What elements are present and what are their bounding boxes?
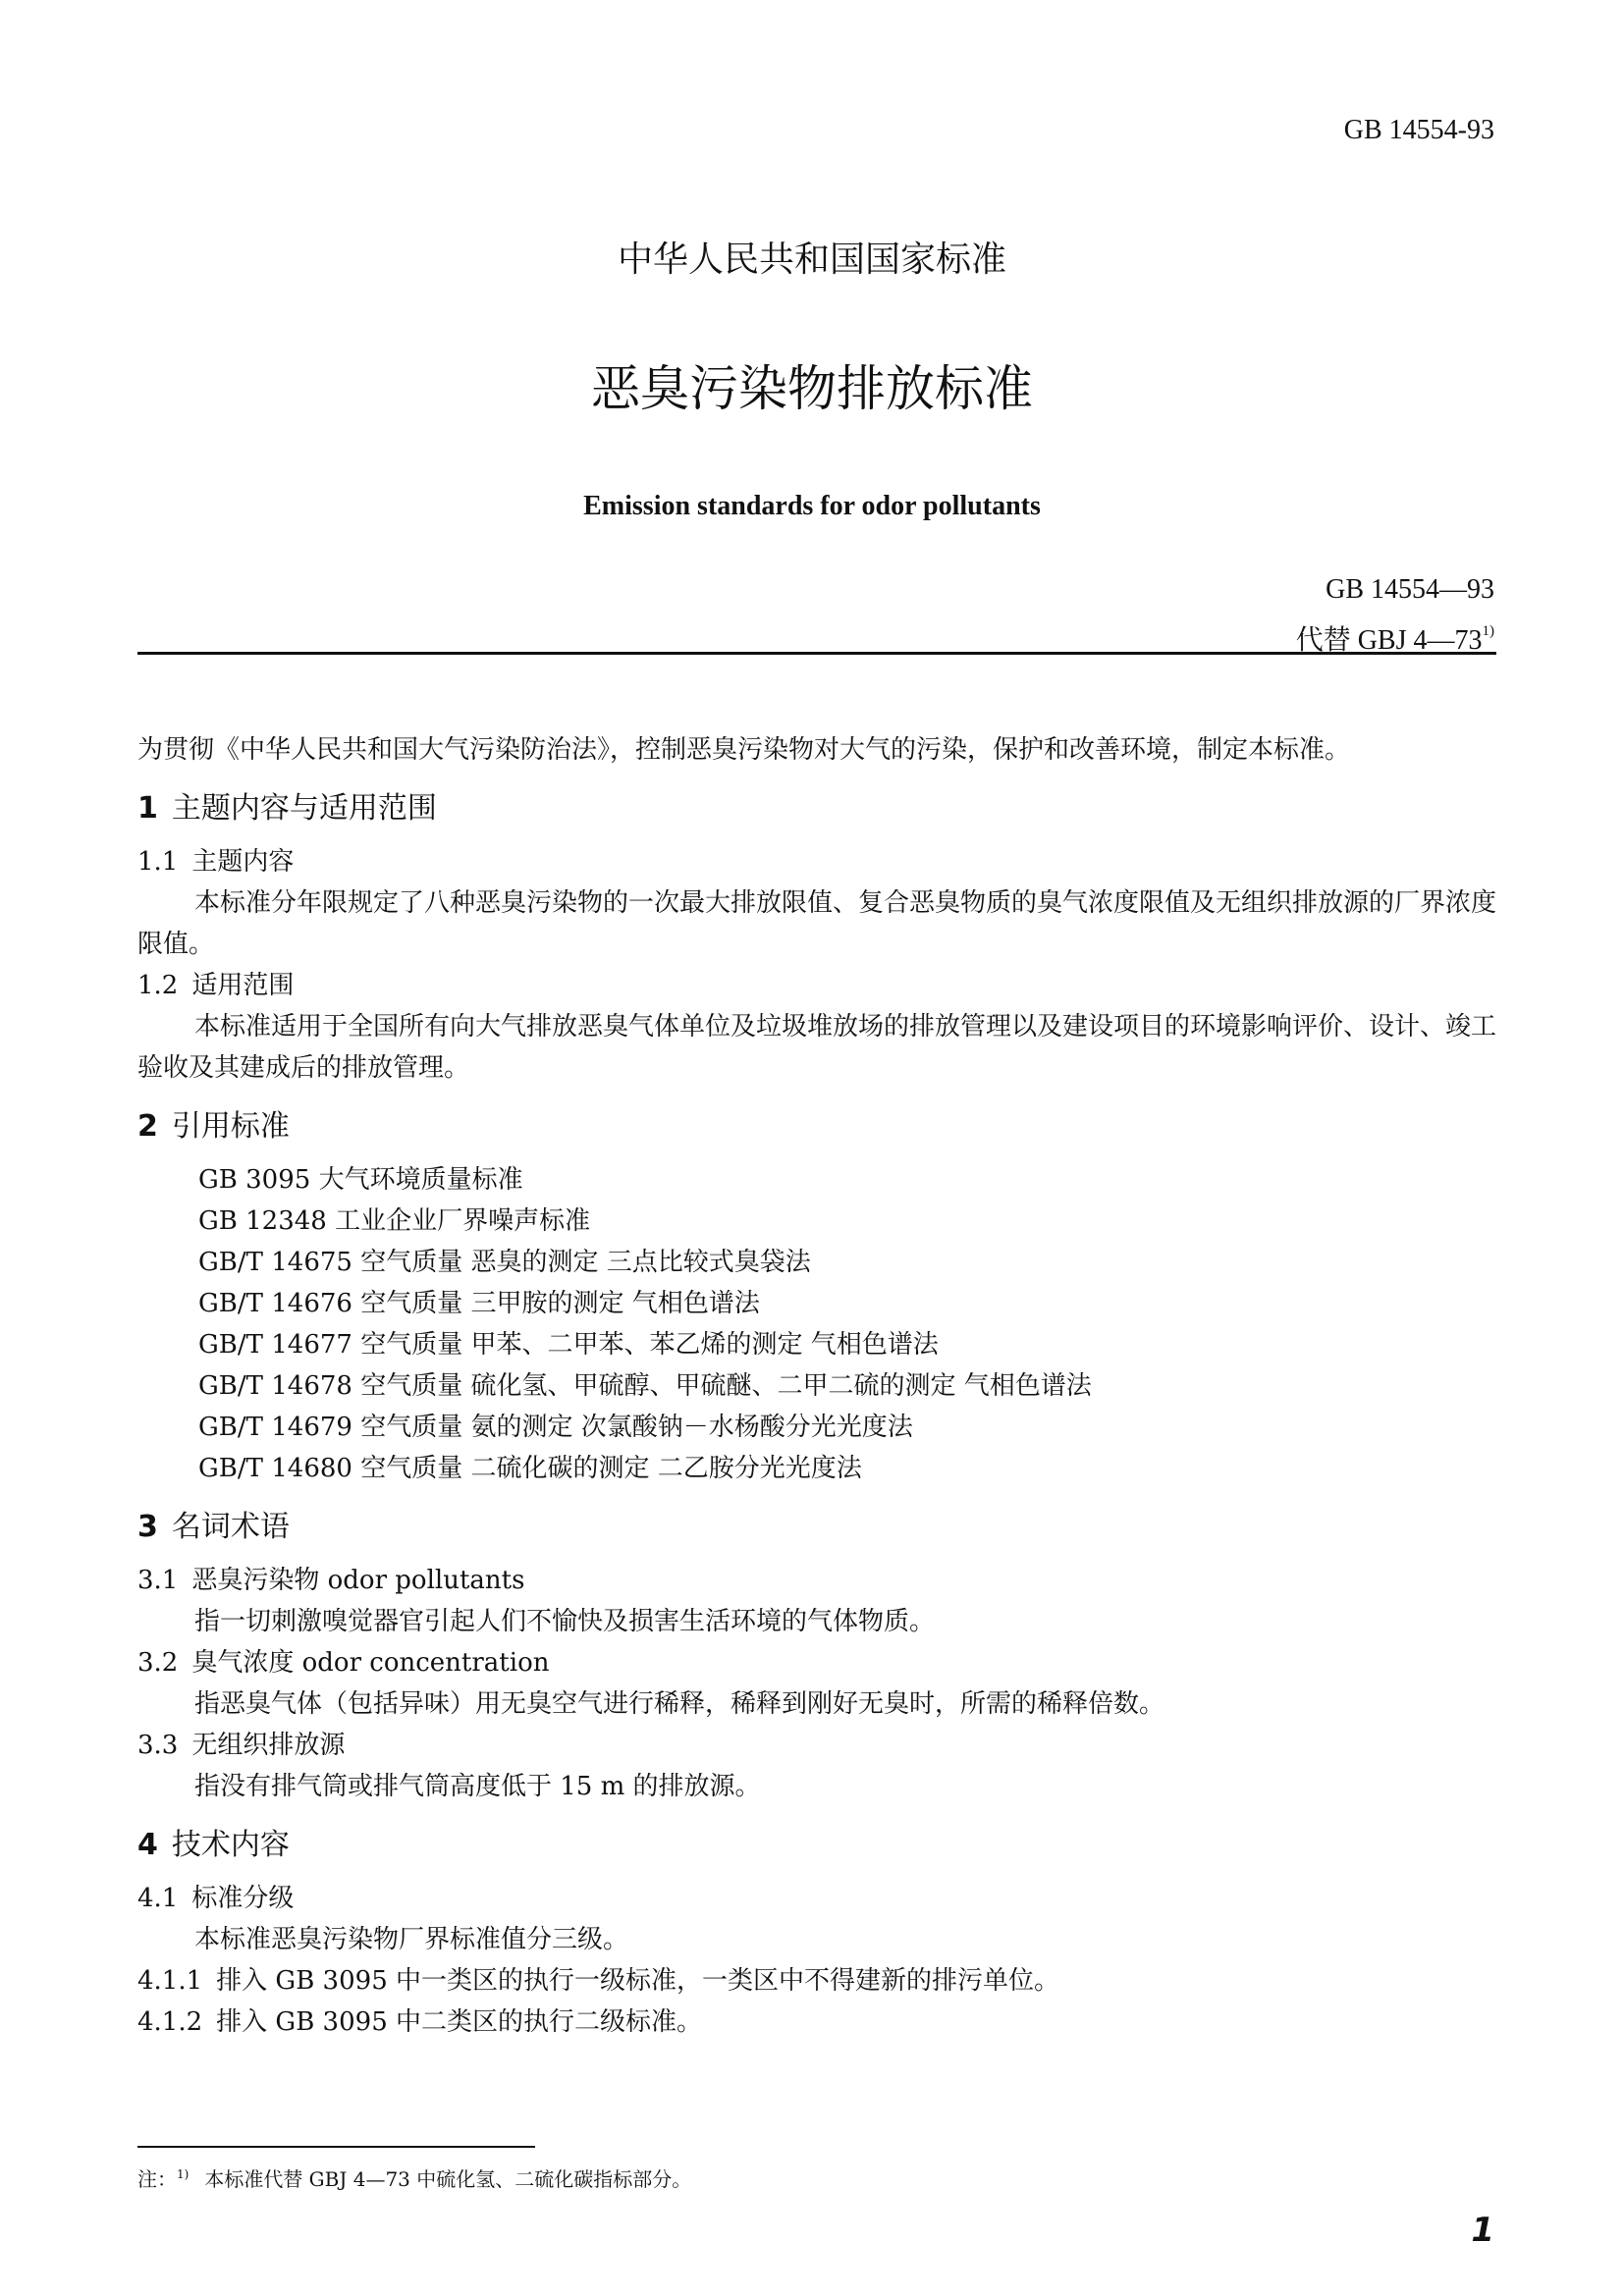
clause-number: 4.1.2 [137, 2007, 203, 2037]
clause-4-1-text: 本标准恶臭污染物厂界标准值分三级。 [194, 1925, 629, 1954]
clause-title: 适用范围 [191, 971, 295, 1000]
section-1-heading [137, 788, 1500, 829]
section-number: 3 [137, 1510, 158, 1544]
section-title: 主题内容与适用范围 [171, 791, 437, 826]
clause-title: 恶臭污染物 odor pollutants [191, 1566, 525, 1595]
header-divider [137, 652, 1496, 655]
section-title: 名词术语 [171, 1510, 290, 1544]
clause-number: 3.1 [137, 1566, 179, 1595]
clause-1-1-text: 本标准分年限规定了八种恶臭污染物的一次最大排放限值、复合恶臭物质的臭气浓度限值及无组织排放源的厂界浓度限值。 [137, 888, 1497, 959]
intro-paragraph: 为贯彻《中华人民共和国大气污染防治法》，控制恶臭污染物对大气的污染，保护和改善环境，制定本标准。 [137, 735, 1351, 765]
section-3-heading [137, 1507, 1500, 1548]
clause-4-1 [137, 1878, 1500, 1919]
footnote [137, 2160, 691, 2194]
standard-number: GB 14554—93 [1326, 574, 1494, 605]
clause-3-2 [137, 1642, 1500, 1683]
national-standard-label: 中华人民共和国国家标准 [617, 240, 1006, 280]
clause-3-1 [137, 1560, 1500, 1601]
clause-text: 排入 GB 3095 中一类区的执行一级标准，一类区中不得建新的排污单位。 [216, 1966, 1059, 1996]
footnote-label: 注： [137, 2167, 177, 2191]
reference-item: GB/T 14676 空气质量 三甲胺的测定 气相色谱法 [198, 1289, 760, 1318]
clause-3-2-text: 指恶臭气体（包括异味）用无臭空气进行稀释，稀释到刚好无臭时，所需的稀释倍数。 [194, 1689, 1165, 1719]
section-2-heading [137, 1106, 1500, 1148]
clause-title: 标准分级 [191, 1884, 295, 1913]
reference-item: GB/T 14680 空气质量 二硫化碳的测定 二乙胺分光光度法 [198, 1454, 862, 1483]
reference-item: GB 12348 工业企业厂界噪声标准 [198, 1206, 591, 1236]
reference-item: GB/T 14675 空气质量 恶臭的测定 三点比较式臭袋法 [198, 1248, 811, 1277]
section-4-heading [137, 1825, 1500, 1866]
replaces-text: 代替 GBJ 4—73 [1295, 625, 1483, 656]
reference-item: GB/T 14679 空气质量 氨的测定 次氯酸钠－水杨酸分光光度法 [198, 1413, 913, 1442]
clause-number: 4.1.1 [137, 1966, 203, 1996]
document-title-en: Emission standards for odor pollutants [583, 491, 1041, 521]
section-number: 4 [137, 1828, 158, 1862]
clause-title: 无组织排放源 [191, 1731, 346, 1760]
clause-1-2 [137, 965, 1500, 1006]
reference-item: GB 3095 大气环境质量标准 [198, 1165, 523, 1195]
clause-3-3-text: 指没有排气筒或排气筒高度低于 15 m 的排放源。 [194, 1772, 761, 1801]
clause-text: 排入 GB 3095 中二类区的执行二级标准。 [216, 2007, 702, 2037]
footnote-ref: 1) [1482, 623, 1494, 639]
footnote-mark: 1) [177, 2167, 189, 2181]
clause-3-3 [137, 1725, 1500, 1766]
clause-number: 4.1 [137, 1884, 179, 1913]
clause-number: 3.2 [137, 1648, 179, 1678]
section-number: 2 [137, 1109, 158, 1144]
reference-item: GB/T 14678 空气质量 硫化氢、甲硫醇、甲硫醚、二甲二硫的测定 气相色谱法 [198, 1371, 1092, 1401]
page-number: 1 [1471, 2211, 1494, 2250]
section-title: 引用标准 [171, 1109, 290, 1144]
document-title-cn: 恶臭污染物排放标准 [591, 360, 1033, 417]
clause-number: 3.3 [137, 1731, 179, 1760]
standard-code-top: GB 14554-93 [1343, 115, 1494, 145]
clause-title: 主题内容 [191, 847, 295, 877]
reference-item: GB/T 14677 空气质量 甲苯、二甲苯、苯乙烯的测定 气相色谱法 [198, 1330, 939, 1360]
section-number: 1 [137, 791, 158, 826]
clause-1-1 [137, 841, 1500, 882]
clause-4-1-2 [137, 2002, 1500, 2043]
clause-number: 1.1 [137, 847, 179, 877]
clause-4-1-1 [137, 1960, 1500, 2002]
section-title: 技术内容 [171, 1828, 290, 1862]
footnote-text: 本标准代替 GBJ 4—73 中硫化氢、二硫化碳指标部分。 [204, 2167, 692, 2191]
standard-number-block [1296, 569, 1494, 662]
clause-number: 1.2 [137, 971, 179, 1000]
footnote-divider [137, 2146, 535, 2148]
document-body [137, 729, 1500, 2043]
clause-title: 臭气浓度 odor concentration [191, 1648, 550, 1678]
clause-1-2-text: 本标准适用于全国所有向大气排放恶臭气体单位及垃圾堆放场的排放管理以及建设项目的环境影响评价、设计、竣工验收及其建成后的排放管理。 [137, 1012, 1497, 1083]
clause-3-1-text: 指一切刺激嗅觉器官引起人们不愉快及损害生活环境的气体物质。 [194, 1607, 936, 1636]
